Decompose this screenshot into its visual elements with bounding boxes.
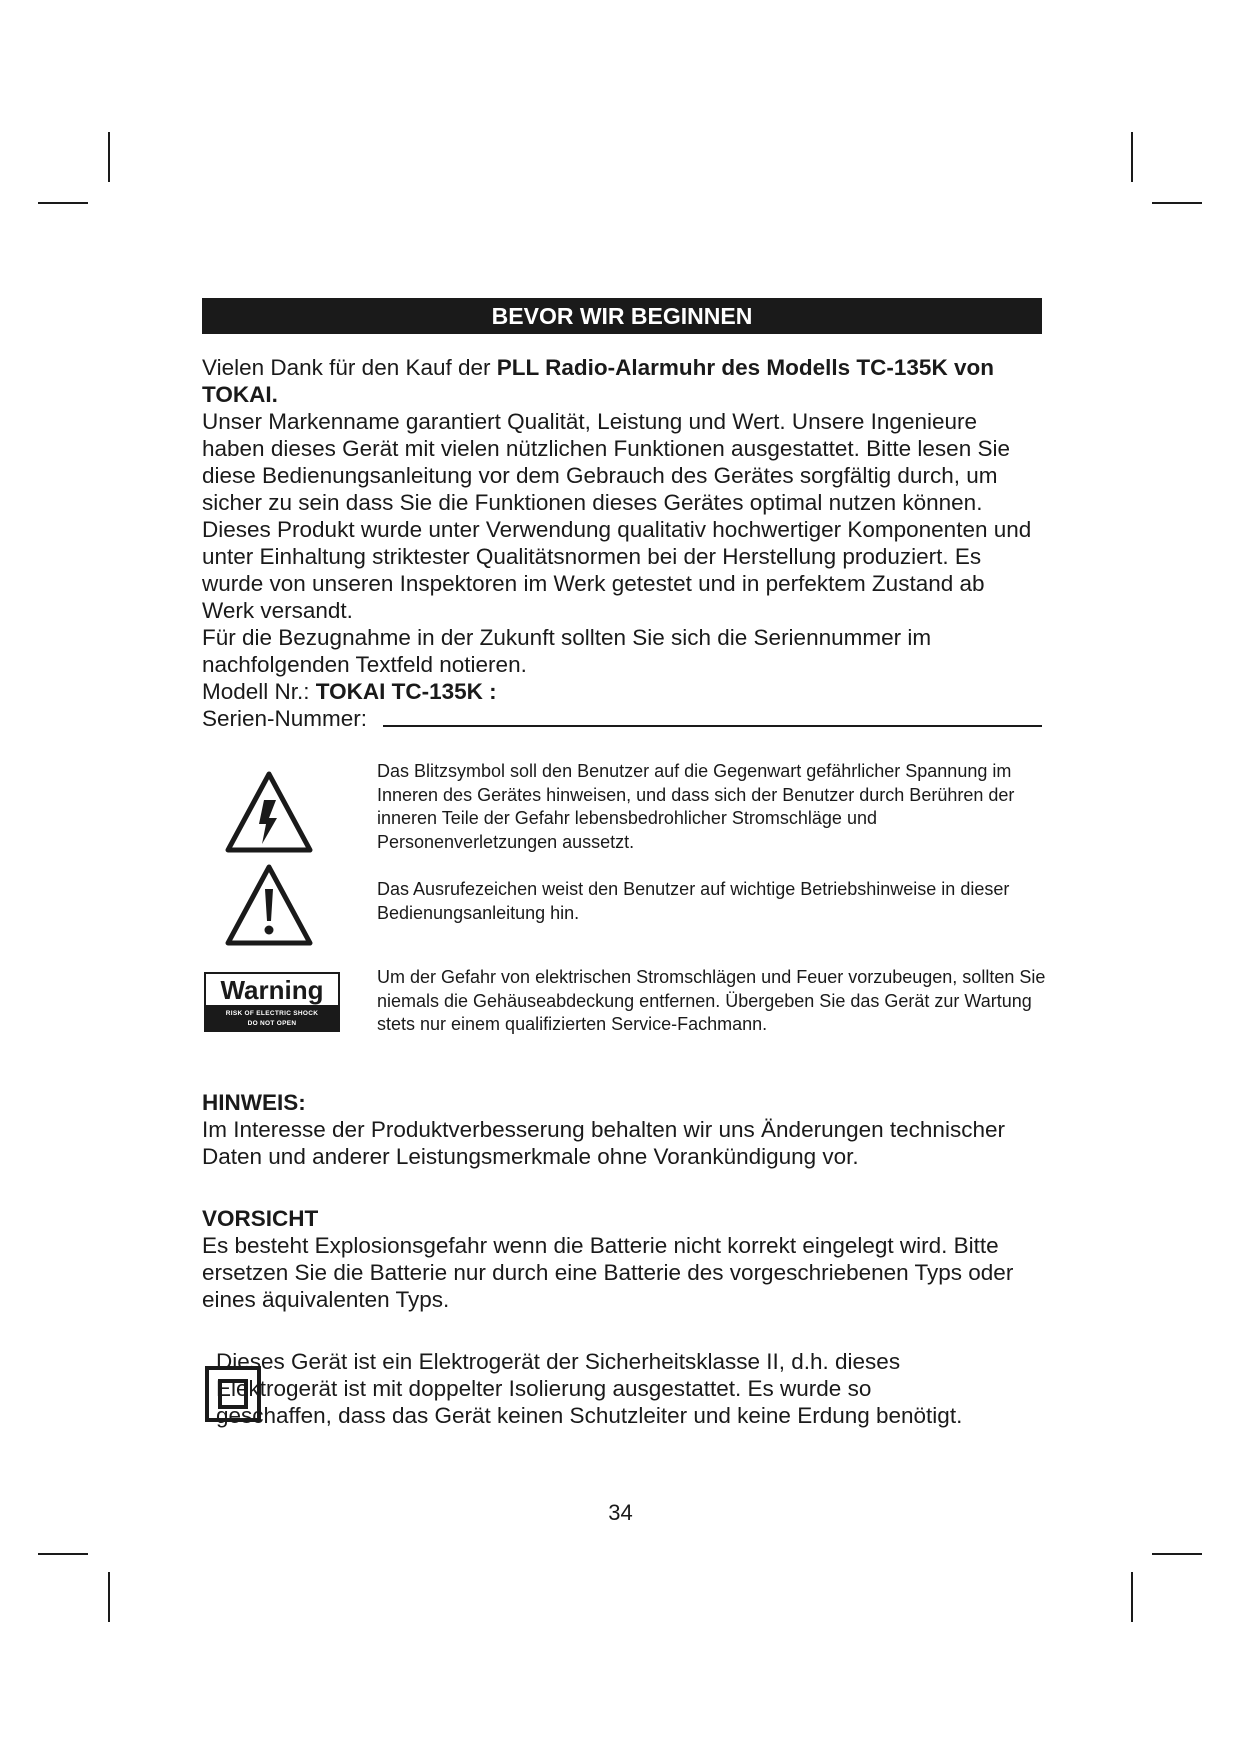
section-banner: BEVOR WIR BEGINNEN — [202, 298, 1042, 334]
lightning-warning-icon — [224, 770, 314, 854]
serial-number-line — [383, 723, 1042, 727]
lightning-symbol-text: Das Blitzsymbol soll den Benutzer auf die Gegenwart gefährlicher Spannung im Inneren des Gerätes hinweisen, und dass sich der Benutzer durch Berühren der inneren Teile der Gefahr lebensbedrohlicher Stromschläge und Personenverletzungen aussetzt. — [377, 761, 1015, 852]
serial-label: Serien-Nummer: — [202, 706, 368, 731]
crop-mark-bottom-right-horizontal — [1152, 1553, 1202, 1555]
double-insulation-icon — [204, 1365, 262, 1423]
warning-symbol-text: Um der Gefahr von elektrischen Stromschlägen und Feuer vorzubeugen, sollten Sie niemals die Gehäuseabdeckung entfernen. Übergeben Sie das Gerät zur Wartung stets nur einem qualifizierten Service-Fachmann. — [377, 967, 1046, 1034]
intro-thanks-text: Vielen Dank für den Kauf der — [202, 355, 497, 380]
serial-row — [202, 705, 1042, 732]
warning-subtext-line-1: RISK OF ELECTRIC SHOCK — [225, 1010, 319, 1017]
model-row — [202, 678, 1042, 705]
warning-title: Warning — [204, 972, 340, 1005]
warning-subtext — [204, 1005, 340, 1032]
model-value: TOKAI TC-135K : — [315, 679, 497, 704]
safety-class-text: Dieses Gerät ist ein Elektrogerät der Sicherheitsklasse II, d.h. dieses Elektrogerät ist mit doppelter Isolierung ausgestattet. Es wurde so geschaffen, dass das Gerät keinen Schutzleiter und keine Erdung benötigt. — [216, 1349, 963, 1428]
intro-product-name: PLL Radio-Alarmuhr des Modells TC-135K von TOKAI. — [202, 355, 994, 407]
intro-paragraph-4: Für die Bezugnahme in der Zukunft sollten Sie sich die Seriennummer im nachfolgenden Textfeld notieren. — [202, 625, 932, 677]
crop-mark-top-left-horizontal — [38, 202, 88, 204]
page-number: 34 — [608, 1500, 633, 1525]
intro-paragraph-2: Unser Markenname garantiert Qualität, Leistung und Wert. Unsere Ingenieure haben dieses Gerät mit vielen nützlichen Funktionen ausgestattet. Bitte lesen Sie diese Bedienungsanleitung vor dem Gebrauch des Gerätes sorgfältig durch, um sicher zu sein dass Sie die Funktionen dieses Gerätes optimal nutzen können. — [202, 409, 1010, 515]
hinweis-heading: HINWEIS: — [202, 1090, 306, 1115]
model-label: Modell Nr.: — [202, 679, 316, 704]
vorsicht-section — [202, 1205, 1042, 1313]
vorsicht-heading: VORSICHT — [202, 1206, 319, 1231]
vorsicht-text: Es besteht Explosionsgefahr wenn die Batterie nicht korrekt eingelegt wird. Bitte ersetzen Sie die Batterie nur durch eine Batterie des vorgeschriebenen Typs oder eines äquivalenten Typs. — [202, 1233, 1014, 1312]
safety-symbols — [202, 760, 1046, 1065]
crop-mark-top-left-vertical — [108, 132, 110, 182]
intro-paragraph-3: Dieses Produkt wurde unter Verwendung qualitativ hochwertiger Komponenten und unter Einhaltung striktester Qualitätsnormen bei der Herstellung produziert. Es wurde von unseren Inspektoren im Werk getestet und in perfektem Zustand ab Werk versandt. — [202, 517, 1032, 623]
page-content — [202, 298, 1046, 1429]
safety-class-section — [202, 1348, 1042, 1429]
crop-mark-bottom-left-horizontal — [38, 1553, 88, 1555]
crop-mark-bottom-left-vertical — [108, 1572, 110, 1622]
crop-mark-top-right-vertical — [1131, 132, 1133, 182]
crop-mark-top-right-horizontal — [1152, 202, 1202, 204]
intro-paragraph-1 — [202, 354, 1042, 408]
intro-section — [202, 354, 1042, 732]
hinweis-section — [202, 1089, 1042, 1170]
warning-label — [204, 972, 340, 1034]
hinweis-text: Im Interesse der Produktverbesserung behalten wir uns Änderungen technischer Daten und anderer Leistungsmerkmale ohne Vorankündigung vor. — [202, 1117, 1005, 1169]
warning-subtext-line-2: DO NOT OPEN — [247, 1020, 297, 1027]
crop-mark-bottom-right-vertical — [1131, 1572, 1133, 1622]
exclamation-warning-icon — [224, 863, 314, 947]
exclamation-symbol-text: Das Ausrufezeichen weist den Benutzer auf wichtige Betriebshinweise in dieser Bedienungsanleitung hin. — [377, 879, 1010, 923]
